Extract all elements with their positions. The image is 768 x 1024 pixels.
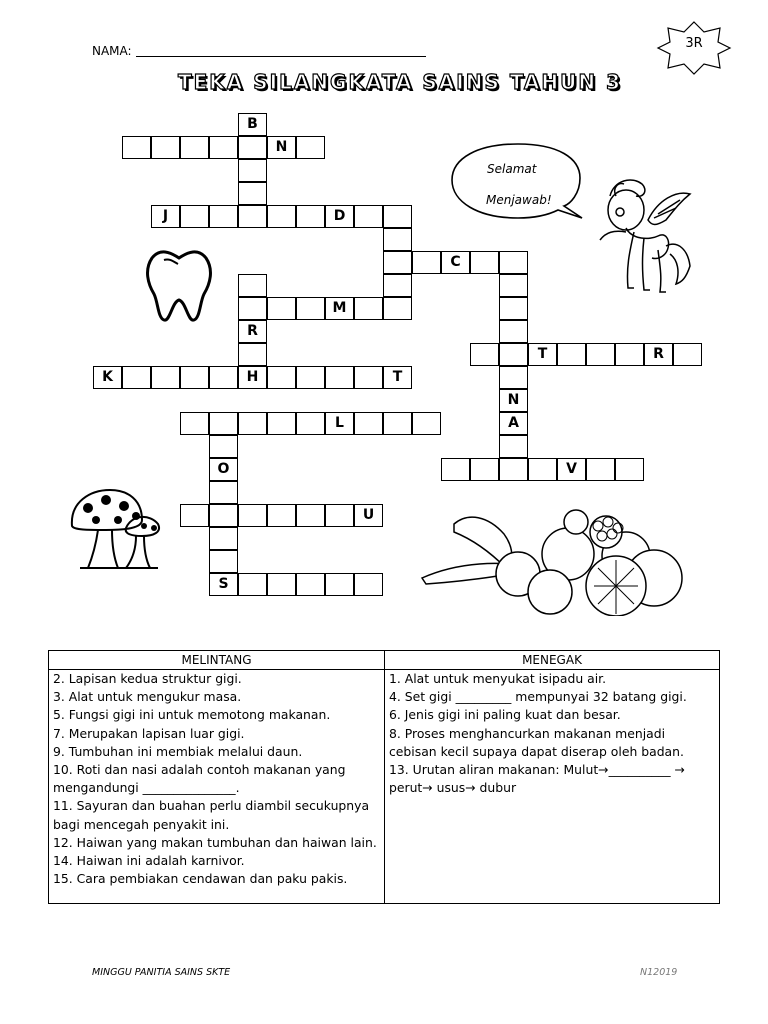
crossword-cell[interactable]: [412, 412, 441, 435]
crossword-cell[interactable]: [180, 366, 209, 389]
crossword-letter: R: [653, 346, 664, 362]
crossword-letter: D: [333, 208, 346, 224]
footer-left: MINGGU PANITIA SAINS SKTE: [92, 967, 231, 978]
crossword-cell[interactable]: [557, 343, 586, 366]
crossword-letter: O: [217, 461, 230, 477]
down-clue: 6. Jenis gigi ini paling kuat dan besar.: [389, 707, 621, 723]
crossword-cell[interactable]: [383, 412, 412, 435]
across-clue-list: [49, 670, 384, 888]
crossword-cell[interactable]: [180, 412, 209, 435]
crossword-letter: N: [275, 139, 288, 155]
page-title: TEKA SILANGKATA SAINS TAHUN 3: [177, 70, 622, 94]
down-header: MENEGAK: [385, 651, 719, 670]
crossword-letter: A: [508, 415, 519, 431]
down-clue: 1. Alat untuk menyukat isipadu air.: [389, 671, 607, 686]
across-clue: 10. Roti dan nasi adalah contoh makanan yang mengandungi _______________.: [53, 762, 346, 796]
crossword-cell[interactable]: [267, 205, 296, 228]
mushroom-icon: [66, 484, 166, 574]
across-clue: 2. Lapisan kedua struktur gigi.: [53, 671, 242, 686]
across-clue: 5. Fungsi gigi ini untuk memotong makanan.: [53, 707, 331, 723]
crossword-cell[interactable]: [296, 412, 325, 435]
crossword-cell[interactable]: [586, 343, 615, 366]
crossword-cell[interactable]: [267, 297, 296, 320]
crossword-cell[interactable]: [122, 366, 151, 389]
footer-right: N12019: [640, 967, 678, 978]
crossword-letter: B: [247, 116, 258, 132]
crossword-cell[interactable]: [209, 136, 238, 159]
crossword-cell[interactable]: [586, 458, 615, 481]
across-clue: 15. Cara pembiakan cendawan dan paku pakis.: [53, 871, 348, 887]
crossword-letter: V: [566, 461, 577, 477]
crossword-cell[interactable]: [499, 435, 528, 458]
crossword-letter: H: [246, 369, 259, 385]
crossword-letter: R: [247, 323, 258, 339]
down-clue: 4. Set gigi _________ mempunyai 32 batang gigi.: [389, 689, 687, 705]
crossword-cell[interactable]: [499, 251, 528, 274]
crossword-cell[interactable]: [325, 573, 354, 596]
crossword-letter: S: [218, 576, 229, 592]
crossword-cell[interactable]: [528, 458, 557, 481]
crossword-cell[interactable]: [238, 573, 267, 596]
crossword-cell[interactable]: [499, 458, 528, 481]
down-clue: 13. Urutan aliran makanan: Mulut→__________ → perut→ usus→ dubur: [389, 762, 685, 796]
crossword-letter: T: [392, 369, 403, 385]
crossword-letter: N: [507, 392, 520, 408]
crossword-cell[interactable]: [354, 366, 383, 389]
crossword-cell[interactable]: [209, 366, 238, 389]
crossword-cell[interactable]: [209, 550, 238, 573]
down-clue: 8. Proses menghancurkan makanan menjadi cebisan kecil supaya dapat diserap oleh badan.: [389, 725, 684, 759]
crossword-cell[interactable]: [180, 504, 209, 527]
crossword-cell[interactable]: [180, 205, 209, 228]
crossword-cell[interactable]: [209, 481, 238, 504]
crossword-cell[interactable]: [499, 343, 528, 366]
crossword-cell[interactable]: [499, 274, 528, 297]
crossword-cell[interactable]: [354, 573, 383, 596]
crossword-cell[interactable]: [209, 435, 238, 458]
crossword-cell[interactable]: [267, 573, 296, 596]
crossword-cell[interactable]: [325, 366, 354, 389]
crossword-letter: L: [335, 415, 344, 431]
crossword-cell[interactable]: [209, 504, 238, 527]
crossword-cell[interactable]: [296, 504, 325, 527]
crossword-cell[interactable]: [615, 343, 644, 366]
crossword-cell[interactable]: [238, 412, 267, 435]
down-column: [385, 651, 719, 903]
crossword-cell[interactable]: [238, 343, 267, 366]
speech-bubble-icon: [448, 140, 588, 224]
crossword-cell[interactable]: [238, 182, 267, 205]
speech-bubble-line1: Selamat: [487, 162, 537, 176]
across-clue: 11. Sayuran dan buahan perlu diambil secukupnya bagi mencegah penyakit ini.: [53, 798, 370, 832]
crossword-cell[interactable]: [383, 274, 412, 297]
across-clue: 14. Haiwan ini adalah karnivor.: [53, 853, 245, 869]
crossword-cell[interactable]: [383, 251, 412, 274]
across-header: MELINTANG: [49, 651, 384, 670]
crossword-cell[interactable]: [296, 573, 325, 596]
crossword-cell[interactable]: [151, 136, 180, 159]
crossword-letter: T: [537, 346, 548, 362]
crossword-cell[interactable]: [354, 297, 383, 320]
crossword-letter: M: [332, 300, 347, 316]
crossword-cell[interactable]: [470, 458, 499, 481]
clues-table: [48, 650, 720, 904]
nama-label: NAMA:: [92, 44, 132, 58]
crossword-cell[interactable]: [499, 366, 528, 389]
speech-bubble-line2: Menjawab!: [486, 193, 552, 207]
class-badge-text: 3R: [685, 36, 703, 51]
fruits-vegetables-icon: [418, 504, 694, 616]
crossword-cell[interactable]: [238, 159, 267, 182]
crossword-cell[interactable]: [238, 274, 267, 297]
crossword-letter: K: [102, 369, 113, 385]
crossword-cell[interactable]: [673, 343, 702, 366]
crossword-cell[interactable]: [296, 366, 325, 389]
across-clue: 12. Haiwan yang makan tumbuhan dan haiwan lain.: [53, 834, 377, 850]
crossword-cell[interactable]: [383, 205, 412, 228]
tooth-icon: [140, 244, 218, 324]
crossword-letter: C: [450, 254, 461, 270]
pony-icon: [596, 170, 694, 300]
crossword-cell[interactable]: [383, 228, 412, 251]
nama-input-line[interactable]: [136, 56, 426, 57]
crossword-cell[interactable]: [238, 504, 267, 527]
crossword-cell[interactable]: [267, 366, 296, 389]
crossword-cell[interactable]: [209, 205, 238, 228]
across-clue: 7. Merupakan lapisan luar gigi.: [53, 725, 245, 741]
crossword-cell[interactable]: [354, 205, 383, 228]
crossword-cell[interactable]: [209, 412, 238, 435]
crossword-cell[interactable]: [412, 251, 441, 274]
crossword-cell[interactable]: [151, 366, 180, 389]
crossword-cell[interactable]: [354, 412, 383, 435]
crossword-cell[interactable]: [209, 527, 238, 550]
crossword-cell[interactable]: [238, 297, 267, 320]
crossword-cell[interactable]: [499, 297, 528, 320]
crossword-letter: U: [362, 507, 375, 523]
crossword-cell[interactable]: [441, 458, 470, 481]
crossword-cell[interactable]: [615, 458, 644, 481]
down-clue-list: [385, 670, 719, 797]
across-clue: 3. Alat untuk mengukur masa.: [53, 689, 242, 705]
across-clue: 9. Tumbuhan ini membiak melalui daun.: [53, 743, 303, 759]
crossword-cell[interactable]: [122, 136, 151, 159]
crossword-cell[interactable]: [267, 504, 296, 527]
crossword-cell[interactable]: [296, 136, 325, 159]
crossword-cell[interactable]: [296, 205, 325, 228]
crossword-cell[interactable]: [180, 136, 209, 159]
crossword-cell[interactable]: [470, 343, 499, 366]
crossword-cell[interactable]: [325, 504, 354, 527]
crossword-cell[interactable]: [470, 251, 499, 274]
crossword-cell[interactable]: [238, 205, 267, 228]
crossword-cell[interactable]: [238, 136, 267, 159]
crossword-cell[interactable]: [499, 320, 528, 343]
crossword-cell[interactable]: [267, 412, 296, 435]
across-column: [49, 651, 385, 903]
crossword-letter: J: [162, 208, 169, 224]
crossword-cell[interactable]: [296, 297, 325, 320]
crossword-cell[interactable]: [383, 297, 412, 320]
